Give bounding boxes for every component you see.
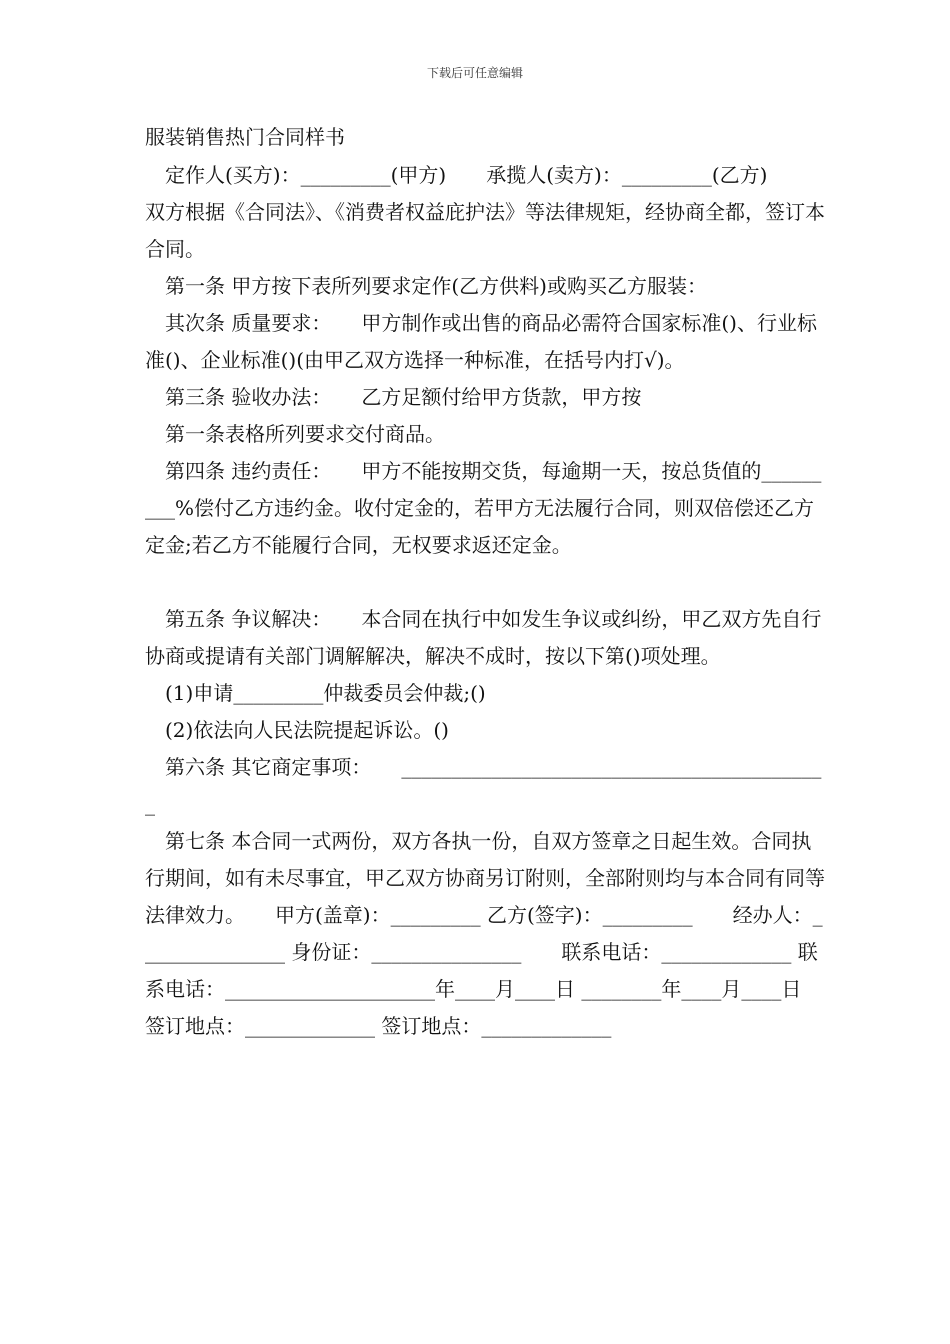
article-4-paragraph: 第四条 违约责任： 甲方不能按期交货，每逾期一天，按总货值的_________%偿付乙方违约金。收付定金的，若甲方无法履行合同，则双倍偿还乙方定金;若乙方不能履行合同，无权要求返还定金。 [145, 459, 822, 557]
document-title: 服装销售热门合同样书 [145, 125, 345, 149]
page-header-note: 下载后可任意编辑 [426, 66, 523, 80]
article-5-option-1: (1)申请_________仲裁委员会仲裁;() [165, 681, 486, 705]
article-5-option-2: (2)依法向人民法院提起诉讼。() [165, 718, 449, 742]
article-3-paragraph: 第三条 验收办法： 乙方足额付给甲方货款，甲方按 [165, 385, 642, 409]
article-6-paragraph: 第六条 其它商定事项： ___________________________________________ [145, 755, 822, 816]
article-3-continuation: 第一条表格所列要求交付商品。 [165, 422, 445, 446]
article-1-paragraph: 第一条 甲方按下表所列要求定作(乙方供料)或购买乙方服装： [165, 274, 707, 298]
article-7-signature-paragraph: 第七条 本合同一式两份，双方各执一份，自双方签章之日起生效。合同执行期间，如有未尽事宜，甲乙双方协商另订附则，全部附则均与本合同有同等法律效力。 甲方(盖章)：_________ 乙方(签字)：_________ 经办人：_______________ 身份证：_______________ 联系电话：_____________ 联系电话：_____________________年____月____日 ________年____月____日 签订地点：_____________ 签订地点：_____________ [145, 829, 842, 1038]
article-5-paragraph: 第五条 争议解决： 本合同在执行中如发生争议或纠纷，甲乙双方先自行协商或提请有关部门调解解决，解决不成时，按以下第()项处理。 [145, 607, 822, 668]
contract-parties-paragraph: 定作人(买方)：_________(甲方) 承揽人(卖方)：_________(乙方) 双方根据《合同法》、《消费者权益庇护法》等法律规矩，经协商全都，签订本合同。 [145, 163, 825, 261]
article-2-paragraph: 其次条 质量要求： 甲方制作或出售的商品必需符合国家标准()、行业标准()、企业标准()(由甲乙双方选择一种标准，在括号内打√)。 [145, 311, 817, 372]
contract-document [145, 120, 842, 1045]
